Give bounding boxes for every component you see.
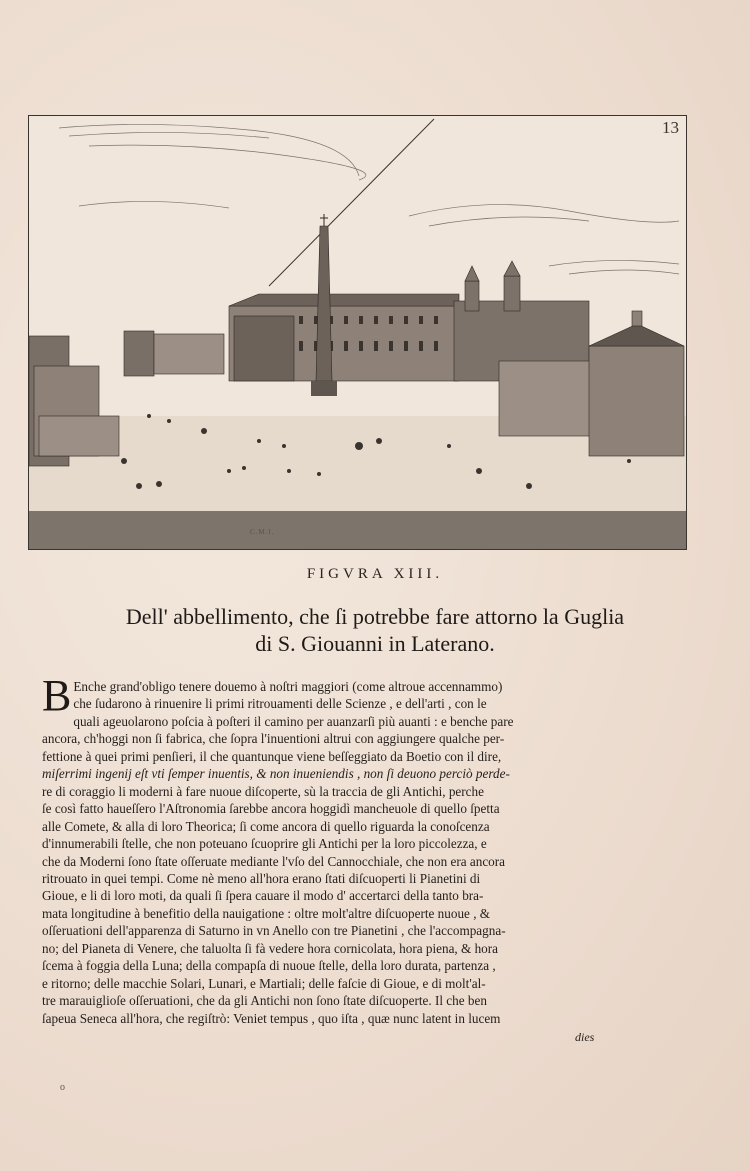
text-line: alle Comete, & alla di loro Theorica; ſi come ancora di quello riguarda la conoſcenza bbox=[42, 818, 490, 834]
text-line: ritrouato in quei tempi. Come nè meno all'hora erano ſtati diſcuoperti li Pianetini di bbox=[42, 870, 481, 886]
text-line: quali ageuolarono poſcia à poſteri il camino per auanzarſi più auanti : e benche pare bbox=[73, 713, 514, 729]
page-title bbox=[0, 603, 750, 657]
text-line: d'innumerabili ſtelle, che non poteuano ſcuoprire gli Antichi per la loro piccolezza, e bbox=[42, 836, 487, 852]
catchword: dies bbox=[575, 1030, 595, 1044]
title-line-1: Dell' abbellimento, che ſi potrebbe fare attorno la Guglia bbox=[125, 604, 625, 629]
text-line: Enche grand'obligo tenere douemo à noſtri maggiori (come altroue accennammo) bbox=[73, 679, 503, 694]
drop-cap: B bbox=[42, 671, 72, 720]
text-line: ſe così fatto haueſſero l'Aſtronomia ſarebbe ancora hoggidì mancheuole di quello ſpetta bbox=[42, 801, 500, 817]
body-text bbox=[42, 671, 617, 1027]
piazza-engraving-icon bbox=[29, 116, 686, 549]
text-line: che ſudarono à rinuenire li primi ritrouamenti delle Scienze , e dell'arti , con le bbox=[73, 696, 487, 712]
engraving-plate bbox=[28, 115, 687, 550]
text-line: re di coraggio li moderni à fare nuoue diſcoperte, sù la traccia de gli Antichi, perche bbox=[42, 783, 484, 799]
plate-number: 13 bbox=[662, 118, 679, 137]
text-line: no; del Pianeta di Venere, che taluolta ſi fà vedere hora cornicolata, hora piena, & hora bbox=[42, 940, 498, 956]
text-line: tre marauiglioſe oſſeruationi, che da gli Antichi non ſono ſtate diſcuoperte. Il che ben bbox=[42, 993, 487, 1009]
text-line: oſſeruationi dell'apparenza di Saturno in vn Anello con tre Pianetini , che l'accompagna- bbox=[42, 923, 506, 939]
text-line: miſerrimi ingenij eſt vti ſemper inuentis, & non inueniendis , non ſi deuono perciò perde- bbox=[42, 766, 510, 782]
text-line: mata longitudine à benefitio della nauigatione : oltre molt'altre diſcuoperte nuoue , & bbox=[42, 905, 491, 921]
text-line: ſapeua Seneca all'hora, che regiſtrò: Veniet tempus , quo iſta , quæ nunc latent in lucem bbox=[42, 1010, 501, 1026]
text-line: Gioue, e li di loro moti, da quali ſi ſpera cauare il modo d' accertarci della tanto bra- bbox=[42, 888, 484, 904]
text-line: ſcema à foggia della Luna; della compарſa di nuoue ſtelle, della loro durata, partenza , bbox=[42, 958, 496, 974]
text-line: ancora, ch'hoggi non ſi fabrica, che ſopra l'inuentioni altrui con aggiungere qualche per- bbox=[42, 731, 505, 747]
text-line: fettione à quei primi penſieri, il che quantunque viene beſſeggiato da Boetio con il dire, bbox=[42, 748, 502, 764]
text-line: e ritorno; delle macchie Solari, Lunari, e Martiali; delle faſcie di Gioue, e di molt'al- bbox=[42, 975, 486, 991]
text-line: che da Moderni ſono ſtate oſſeruate mediante l'vſo del Cannocchiale, che non era ancora bbox=[42, 853, 506, 869]
figure-label: FIGVRA XIII. bbox=[306, 566, 444, 582]
title-line-2: di S. Giouanni in Laterano. bbox=[255, 631, 495, 656]
engraver-mark: C.M.I. bbox=[250, 528, 275, 536]
footer-mark: o bbox=[60, 1082, 65, 1093]
